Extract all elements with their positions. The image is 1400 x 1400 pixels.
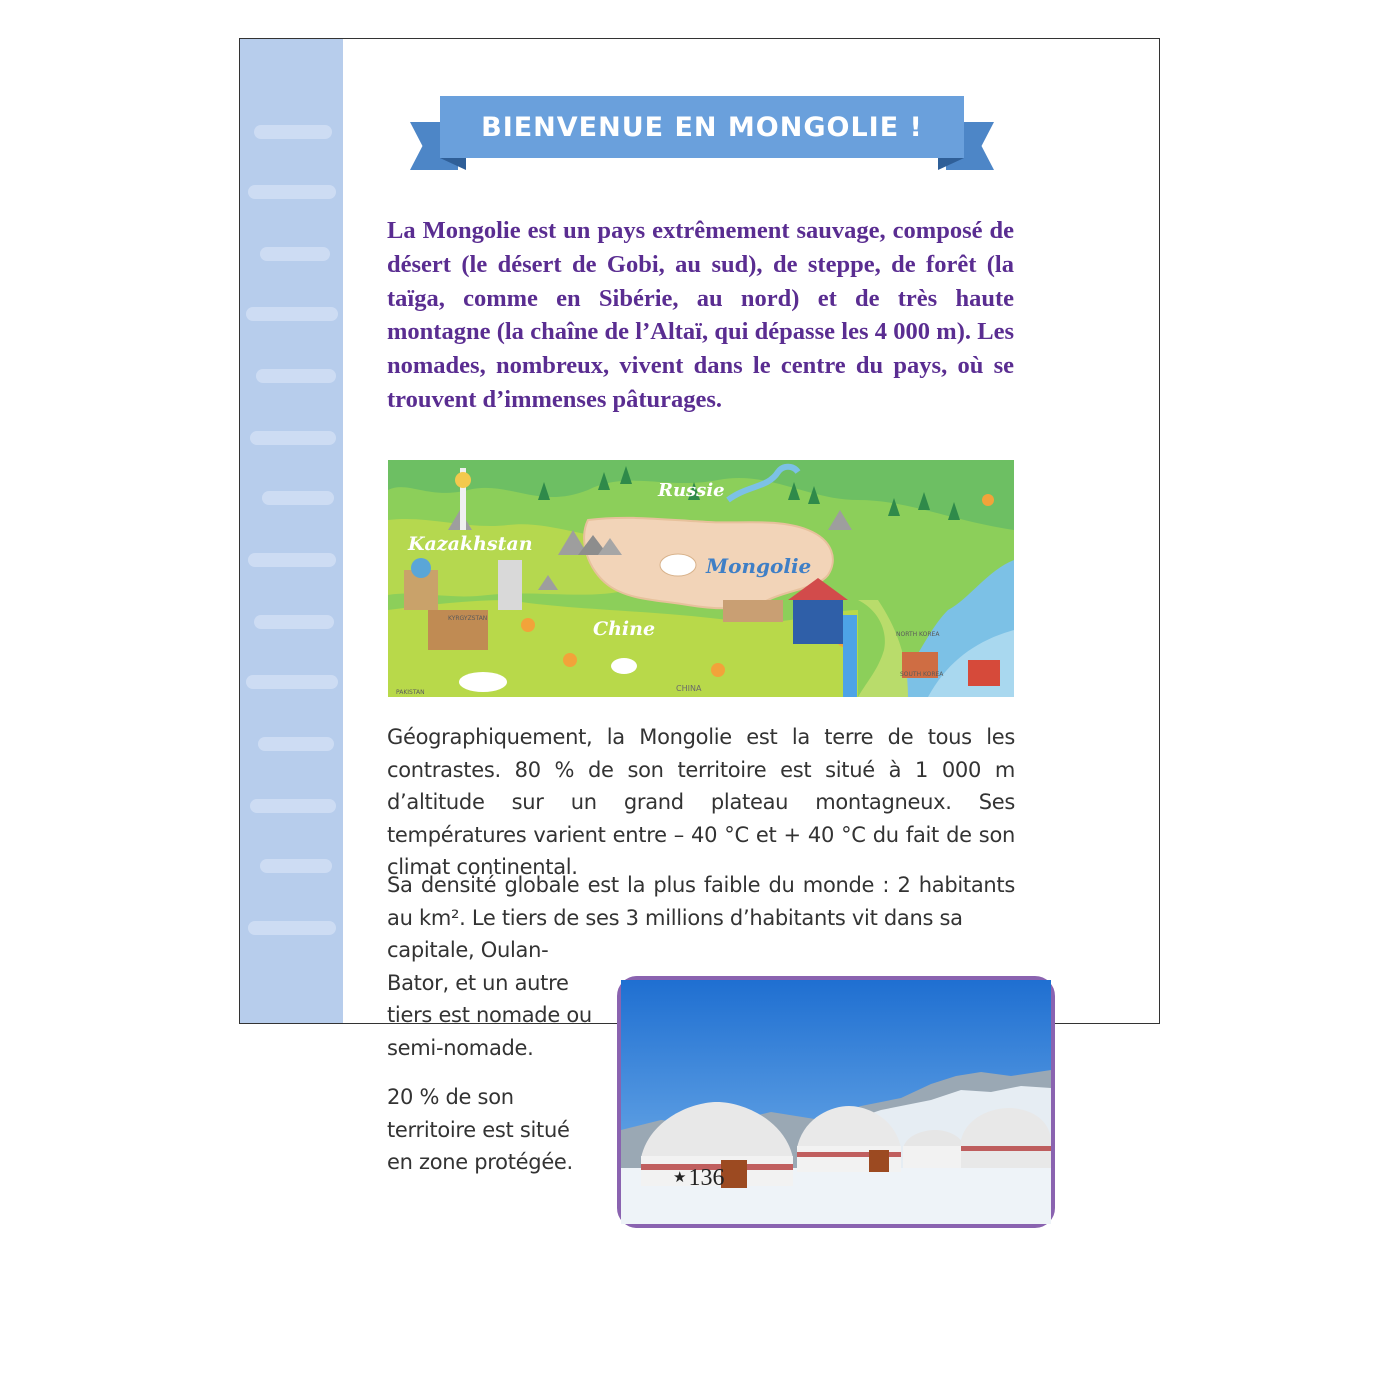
page-title: BIENVENUE EN MONGOLIE !: [481, 111, 923, 143]
map-label-north-korea: NORTH KOREA: [896, 631, 940, 638]
map-label-mongolia: Mongolie: [706, 554, 812, 578]
map-label-russia: Russie: [658, 480, 725, 501]
map-label-china-small: CHINA: [676, 684, 702, 693]
illustrated-map: [388, 460, 1014, 697]
page-number-value: 136: [688, 1165, 725, 1191]
title-banner: [410, 96, 994, 176]
map-label-south-korea: SOUTH KOREA: [900, 671, 944, 678]
geography-paragraph: Géographiquement, la Mongolie est la terre de tous les contrastes. 80 % de son territoire est situé à 1 000 m d’altitude sur un grand plateau montagneux. Ses températures varient entre – 40 °C et + 40 °C du fait de son climat continental.: [387, 725, 1015, 879]
page-number: [673, 1165, 724, 1192]
decorative-side-strip: [240, 39, 343, 1023]
capital-paragraph: capitale, Oulan-Bator, et un autre tiers est nomade ou semi-nomade.: [387, 938, 592, 1060]
map-label-china: Chine: [593, 618, 656, 640]
book-page: [239, 38, 1160, 1191]
map-label-kazakhstan: Kazakhstan: [408, 533, 533, 555]
intro-paragraph: La Mongolie est un pays extrêmement sauvage, composé de désert (le désert de Gobi, au sud), de steppe, de forêt (la taïga, comme en Sibérie, au nord) et de très haute montagne (la chaîne de l’Altaï, qui dépasse les 4 000 m). Les nomades, nombreux, vivent dans le centre du pays, où se trouvent d’immenses pâturages.: [387, 217, 1014, 413]
protected-zone-paragraph: 20 % de son territoire est situé en zone protégée.: [387, 1085, 573, 1174]
map-label-kyrgyzstan: KYRGYZSTAN: [448, 615, 488, 622]
map-label-pakistan: PAKISTAN: [396, 689, 425, 696]
density-paragraph: Sa densité globale est la plus faible du monde : 2 habitants au km². Le tiers de ses 3 millions d’habitants vit dans sa: [387, 873, 1015, 930]
star-icon: ★: [673, 1170, 687, 1186]
